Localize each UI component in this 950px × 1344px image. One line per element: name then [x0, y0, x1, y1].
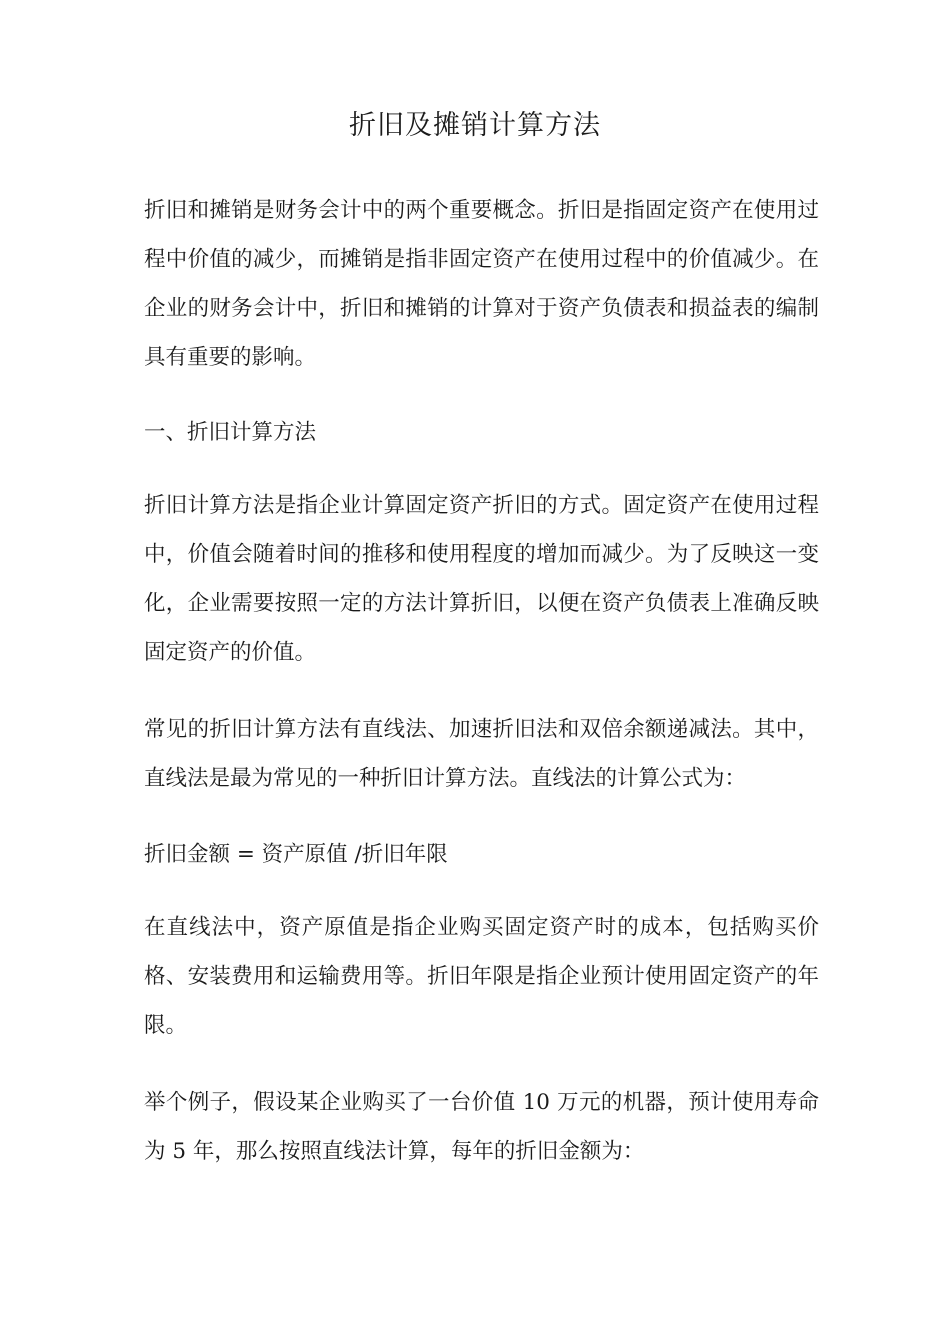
depreciation-definition-paragraph: 折旧计算方法是指企业计算固定资产折旧的方式。固定资产在使用过程中，价值会随着时间的推移和使用程度的增加而减少。为了反映这一变化，企业需要按照一定的方法计算折旧，以便在资产负债表上准确反映固定资产的价值。	[144, 493, 819, 665]
section-heading-depreciation: 一、折旧计算方法	[144, 420, 317, 445]
formula-line: 折旧金额 = 资产原值 /折旧年限	[144, 842, 448, 867]
document-title: 折旧及摊销计算方法	[349, 110, 601, 141]
intro-paragraph: 折旧和摊销是财务会计中的两个重要概念。折旧是指固定资产在使用过程中价值的减少，而摊销是指非固定资产在使用过程中的价值减少。在企业的财务会计中，折旧和摊销的计算对于资产负债表和损益表的编制具有重要的影响。	[144, 198, 819, 370]
straight-line-explanation-paragraph: 在直线法中，资产原值是指企业购买固定资产时的成本，包括购买价格、安装费用和运输费用等。折旧年限是指企业预计使用固定资产的年限。	[144, 915, 819, 1038]
example-paragraph: 举个例子，假设某企业购买了一台价值 10 万元的机器，预计使用寿命为 5 年，那么按照直线法计算，每年的折旧金额为：	[144, 1090, 819, 1164]
common-methods-paragraph: 常见的折旧计算方法有直线法、加速折旧法和双倍余额递减法。其中，直线法是最为常见的一种折旧计算方法。直线法的计算公式为：	[144, 717, 819, 791]
